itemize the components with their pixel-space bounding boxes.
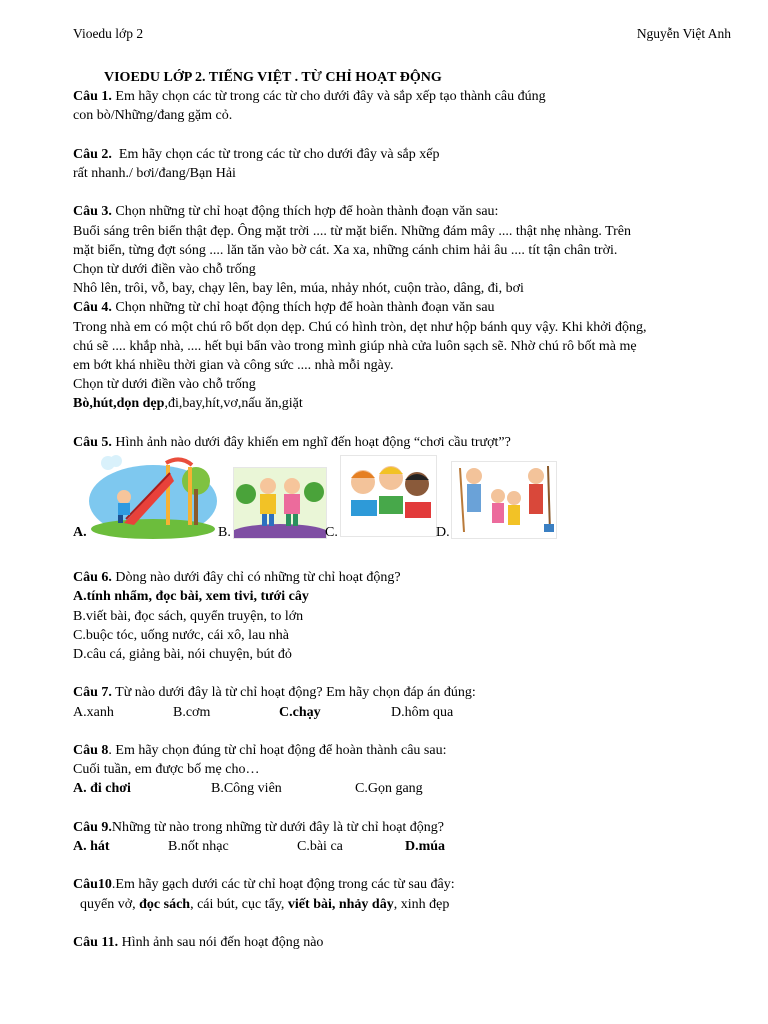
question-text: Em hãy chọn các từ trong các từ cho dưới đây và sắp xếp tạo thành câu đúng <box>111 89 546 105</box>
question-text: Hình ảnh nào dưới đây khiến em nghĩ đến hoạt động “chơi cầu trượt”? <box>111 434 511 450</box>
question-text: Từ nào dưới đây là từ chỉ hoạt động? Em hãy chọn đáp án đúng: <box>111 685 476 701</box>
option-a[interactable]: A.xanh <box>73 704 114 720</box>
option-c-label: C. <box>325 525 338 541</box>
question-text: . Em hãy chọn đúng từ chỉ hoạt động để hoàn thành câu sau: <box>108 743 447 758</box>
question-label: Câu 8 <box>73 743 109 758</box>
instruction: Chọn từ dưới điền vào chỗ trống <box>73 377 256 393</box>
spacer <box>73 722 733 741</box>
option-a[interactable]: A.tính nhẩm, đọc bài, xem tivi, tưới cây <box>73 589 309 605</box>
question-5 <box>73 433 733 452</box>
word-segment: , cái bút, cục tẩy, <box>190 896 288 912</box>
question-8-options <box>73 779 733 798</box>
question-text: .Em hãy gạch dưới các từ chỉ hoạt động trong các từ sau đây: <box>111 877 455 893</box>
option-a[interactable]: A. đi chơi <box>73 781 131 797</box>
question-11 <box>73 933 733 952</box>
passage-line: chú sẽ .... khắp nhà, .... hết bụi bẩn vào trong mình giúp nhà cửa luôn sạch sẽ. Nhờ chú rô bốt mà mẹ <box>73 338 637 354</box>
document-body <box>73 68 733 952</box>
question-label: Câu 3. <box>73 204 112 220</box>
option-d[interactable]: D.hôm qua <box>391 704 454 720</box>
sentence: Cuối tuần, em được bố mẹ cho… <box>73 762 260 778</box>
question-text: Chọn những từ chỉ hoạt động thích hợp để hoàn thành đoạn văn sau <box>111 300 495 316</box>
spacer <box>73 126 733 145</box>
word-bank-rest: ,đi,bay,hít,vơ,nấu ăn,giặt <box>164 396 303 412</box>
word-list <box>73 895 733 914</box>
spacer <box>73 799 733 818</box>
question-label: Câu 6. <box>73 570 112 586</box>
question-1-words: con bò/Những/đang gặm cỏ. <box>73 108 233 124</box>
question-3 <box>73 202 733 221</box>
option-d-label: D. <box>436 525 450 541</box>
spacer <box>73 664 733 683</box>
slide-playground-image[interactable] <box>88 453 218 539</box>
option-c[interactable]: C.buộc tóc, uống nước, cái xô, lau nhà <box>73 627 289 643</box>
question-label: Câu 1. <box>73 89 112 105</box>
question-text: Hình ảnh sau nói đến hoạt động nào <box>118 934 324 950</box>
question-label: Câu10 <box>73 877 112 893</box>
word-bank <box>73 394 733 413</box>
spacer <box>73 549 733 568</box>
spacer <box>73 914 733 933</box>
header-right: Nguyễn Việt Anh <box>636 26 731 41</box>
question-9 <box>73 818 733 837</box>
spacer <box>73 183 733 202</box>
option-c[interactable]: C.bài ca <box>297 839 343 854</box>
word-bank: Nhô lên, trôi, vỗ, bay, chạy lên, bay lên, múa, nhảy nhót, cuộn trào, dâng, đi, bơi <box>73 281 524 297</box>
word-segment-bold: đọc sách <box>139 896 191 912</box>
passage-line: em bớt khá nhiều thời gian và công sức .... nhà mỗi ngày. <box>73 358 394 374</box>
passage-line: Trong nhà em có một chú rô bốt dọn dẹp. Chú có hình tròn, dẹt như hộp bánh quy vậy. Khi khởi động, <box>73 319 647 335</box>
spacer <box>73 856 733 875</box>
question-text: Chọn những từ chỉ hoạt động thích hợp để hoàn thành đoạn văn sau: <box>111 204 499 220</box>
option-a[interactable]: A. hát <box>73 839 110 854</box>
question-text: Dòng nào dưới đây chỉ có những từ chỉ hoạt động? <box>111 570 401 586</box>
option-c[interactable]: C.chạy <box>279 704 321 720</box>
question-1 <box>73 87 733 106</box>
option-b[interactable]: B.Công viên <box>211 781 282 797</box>
word-segment: quyển vở, <box>73 896 140 912</box>
question-7 <box>73 683 733 702</box>
option-d[interactable]: D.câu cá, giảng bài, nói chuyện, bút đỏ <box>73 647 292 663</box>
passage-line: Buổi sáng trên biển thật đẹp. Ông mặt trời .... từ mặt biển. Những đám mây .... thật nhẹ nhàng. Trên <box>73 223 631 239</box>
option-d[interactable]: D.múa <box>405 839 446 854</box>
question-2 <box>73 145 733 164</box>
option-c[interactable]: C.Gọn gang <box>355 781 423 797</box>
question-2-words: rất nhanh./ bơi/đang/Bạn Hải <box>73 166 236 181</box>
option-b[interactable]: B.viết bài, đọc sách, quyển truyện, to lớn <box>73 608 304 624</box>
question-8 <box>73 741 733 760</box>
word-bank-bold: Bò,hút,dọn dẹp <box>73 396 165 412</box>
question-label: Câu 7. <box>73 685 112 701</box>
question-6 <box>73 568 733 587</box>
option-b[interactable]: B.nốt nhạc <box>168 839 229 854</box>
question-text: Em hãy chọn các từ trong các từ cho dưới đây và sắp xếp <box>111 146 440 162</box>
question-4 <box>73 298 733 317</box>
question-7-options <box>73 703 733 722</box>
instruction: Chọn từ dưới điền vào chỗ trống <box>73 262 256 277</box>
question-label: Câu 5. <box>73 434 112 450</box>
question-label: Câu 4. <box>73 300 112 316</box>
question-9-options <box>73 837 733 856</box>
header-left: Vioedu lớp 2 <box>73 26 144 41</box>
question-label: Câu 9. <box>73 819 112 835</box>
page-title: VIOEDU LỚP 2. TIẾNG VIỆT . TỪ CHỈ HOẠT ĐỘNG <box>104 70 442 85</box>
option-b-label: B. <box>218 525 231 541</box>
option-b[interactable]: B.cơm <box>173 704 211 720</box>
spacer <box>73 414 733 433</box>
question-label: Câu 2. <box>73 146 112 162</box>
question-10 <box>73 875 733 894</box>
two-kids-walking-image[interactable] <box>233 467 327 539</box>
question-label: Câu 11. <box>73 934 119 950</box>
question-text: Những từ nào trong những từ dưới đây là từ chỉ hoạt động? <box>111 819 445 835</box>
option-a-label: A. <box>73 525 87 541</box>
passage-line: mặt biển, từng đợt sóng .... lăn tăn vào bờ cát. Xa xa, những cánh chim hải âu .... tít tận chân trời. <box>73 242 618 258</box>
image-options-row <box>73 453 733 549</box>
word-segment-bold: viết bài, nhảy dây <box>287 896 394 912</box>
kids-reading-books-image[interactable] <box>340 455 437 537</box>
word-segment: , xinh đẹp <box>393 896 450 912</box>
family-cleaning-image[interactable] <box>451 461 557 539</box>
